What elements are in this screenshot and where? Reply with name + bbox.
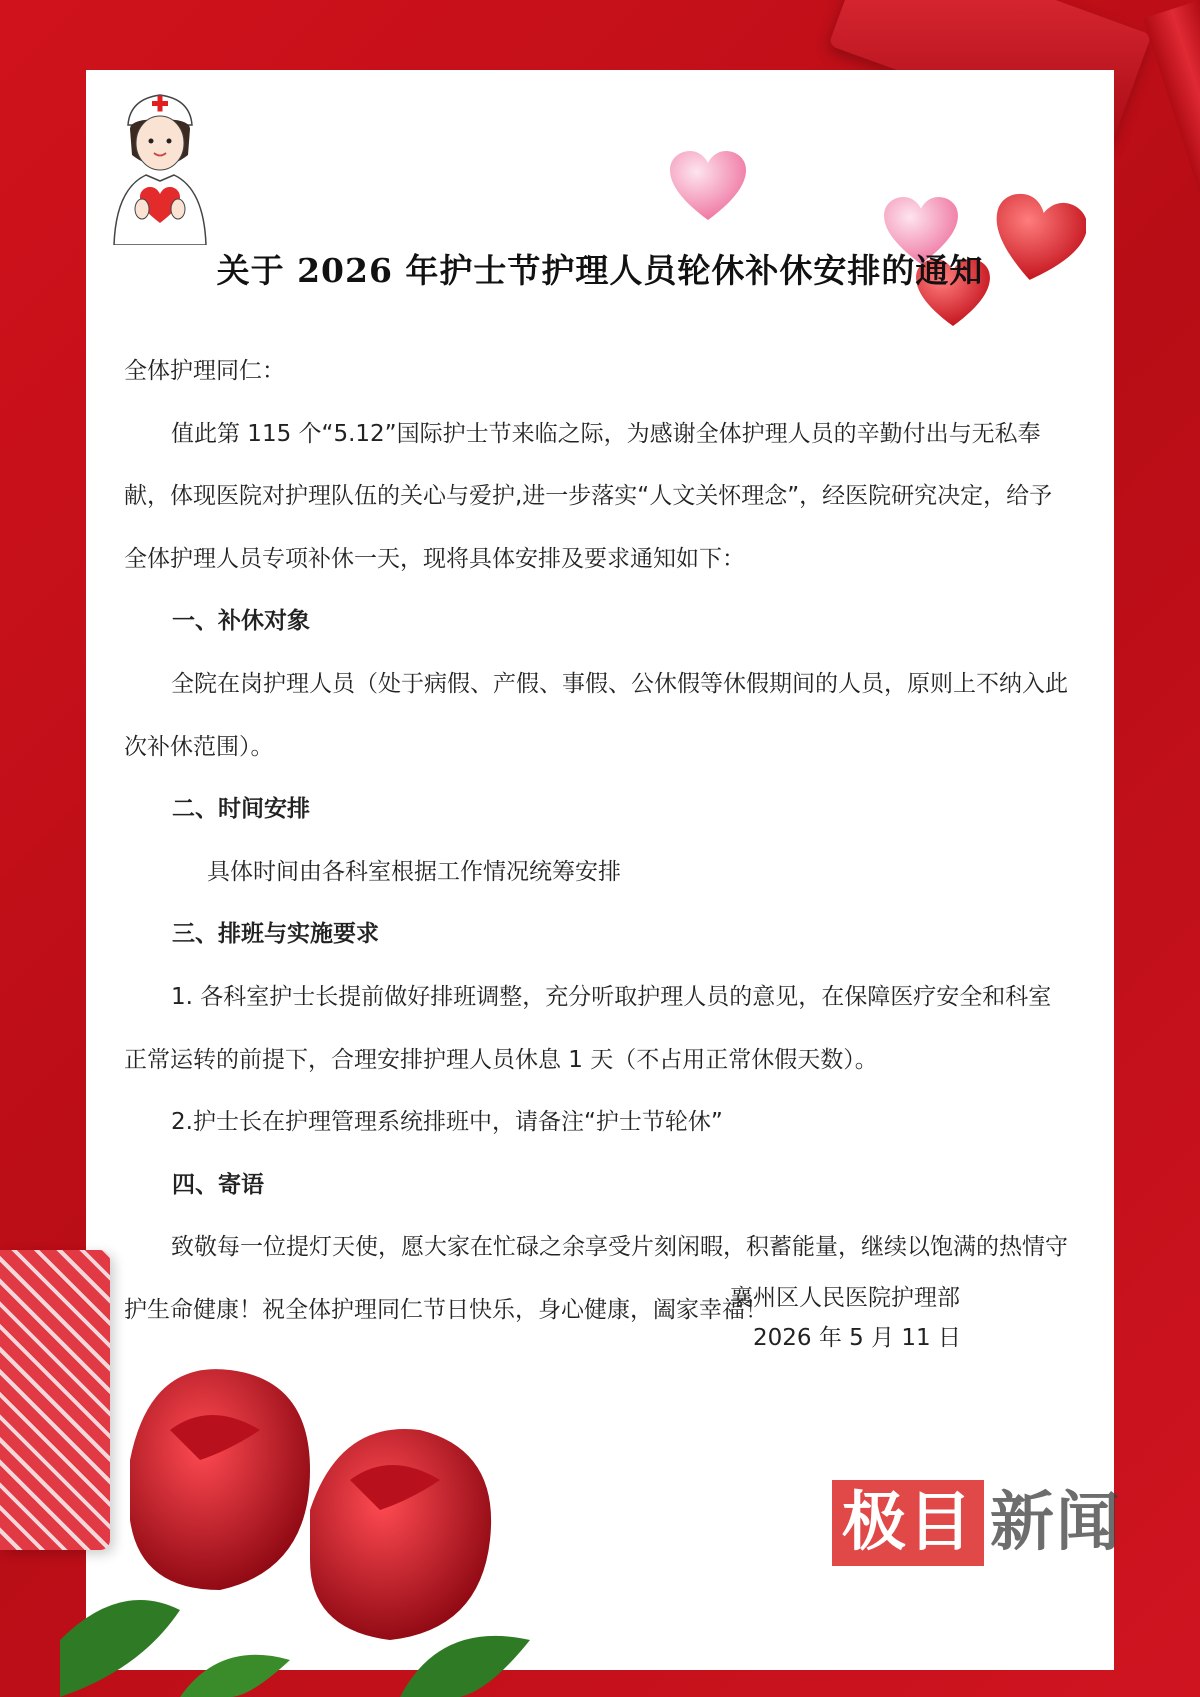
section-heading: 四、寄语	[172, 1171, 264, 1198]
section-paragraph: 2.护士长在护理管理系统排班中，请备注“护士节轮休”	[171, 1109, 723, 1136]
heart-icon	[668, 150, 748, 222]
watermark-logo	[832, 1480, 1122, 1566]
rose-icon	[60, 1340, 580, 1697]
section-heading: 一、补休对象	[172, 608, 310, 635]
section-paragraph: 全院在岗护理人员（处于病假、产假、事假、公休假等休假期间的人员，原则上不纳入此次补休范围）。	[124, 670, 1068, 760]
watermark-box-text: 极目	[832, 1480, 984, 1566]
section-paragraph: 致敬每一位提灯天使，愿大家在忙碌之余享受片刻闲暇，积蓄能量，继续以饱满的热情守护生命健康！祝全体护理同仁节日快乐，身心健康，阖家幸福！	[124, 1234, 1068, 1323]
salutation: 全体护理同仁：	[124, 358, 285, 384]
signature-date: 2026 年 5 月 11 日	[753, 1325, 961, 1351]
section-heading: 三、排班与实施要求	[172, 921, 379, 948]
notice-title: 关于 2026 年护士节护理人员轮休补休安排的通知	[216, 251, 984, 290]
intro-paragraph: 值此第 115 个“5.12”国际护士节来临之际，为感谢全体护理人员的辛勤付出与无私奉献，体现医院对护理队伍的关心与爱护,进一步落实“人文关怀理念”，经医院研究决定，给予全体护理人员专项补休一天，现将具体安排及要求通知如下：	[124, 420, 1053, 572]
section-heading: 二、时间安排	[172, 796, 310, 823]
signature-block	[730, 1278, 1050, 1358]
signature-department: 襄州区人民医院护理部	[730, 1285, 960, 1311]
section-paragraph: 1. 各科室护士长提前做好排班调整，充分听取护理人员的意见，在保障医疗安全和科室正常运转的前提下，合理安排护理人员休息 1 天（不占用正常休假天数）。	[124, 983, 1052, 1073]
watermark-text: 新闻	[990, 1485, 1122, 1560]
section-paragraph: 具体时间由各科室根据工作情况统筹安排	[207, 858, 621, 885]
nurse-illustration-icon	[100, 85, 220, 245]
notice-body	[124, 340, 1074, 1342]
